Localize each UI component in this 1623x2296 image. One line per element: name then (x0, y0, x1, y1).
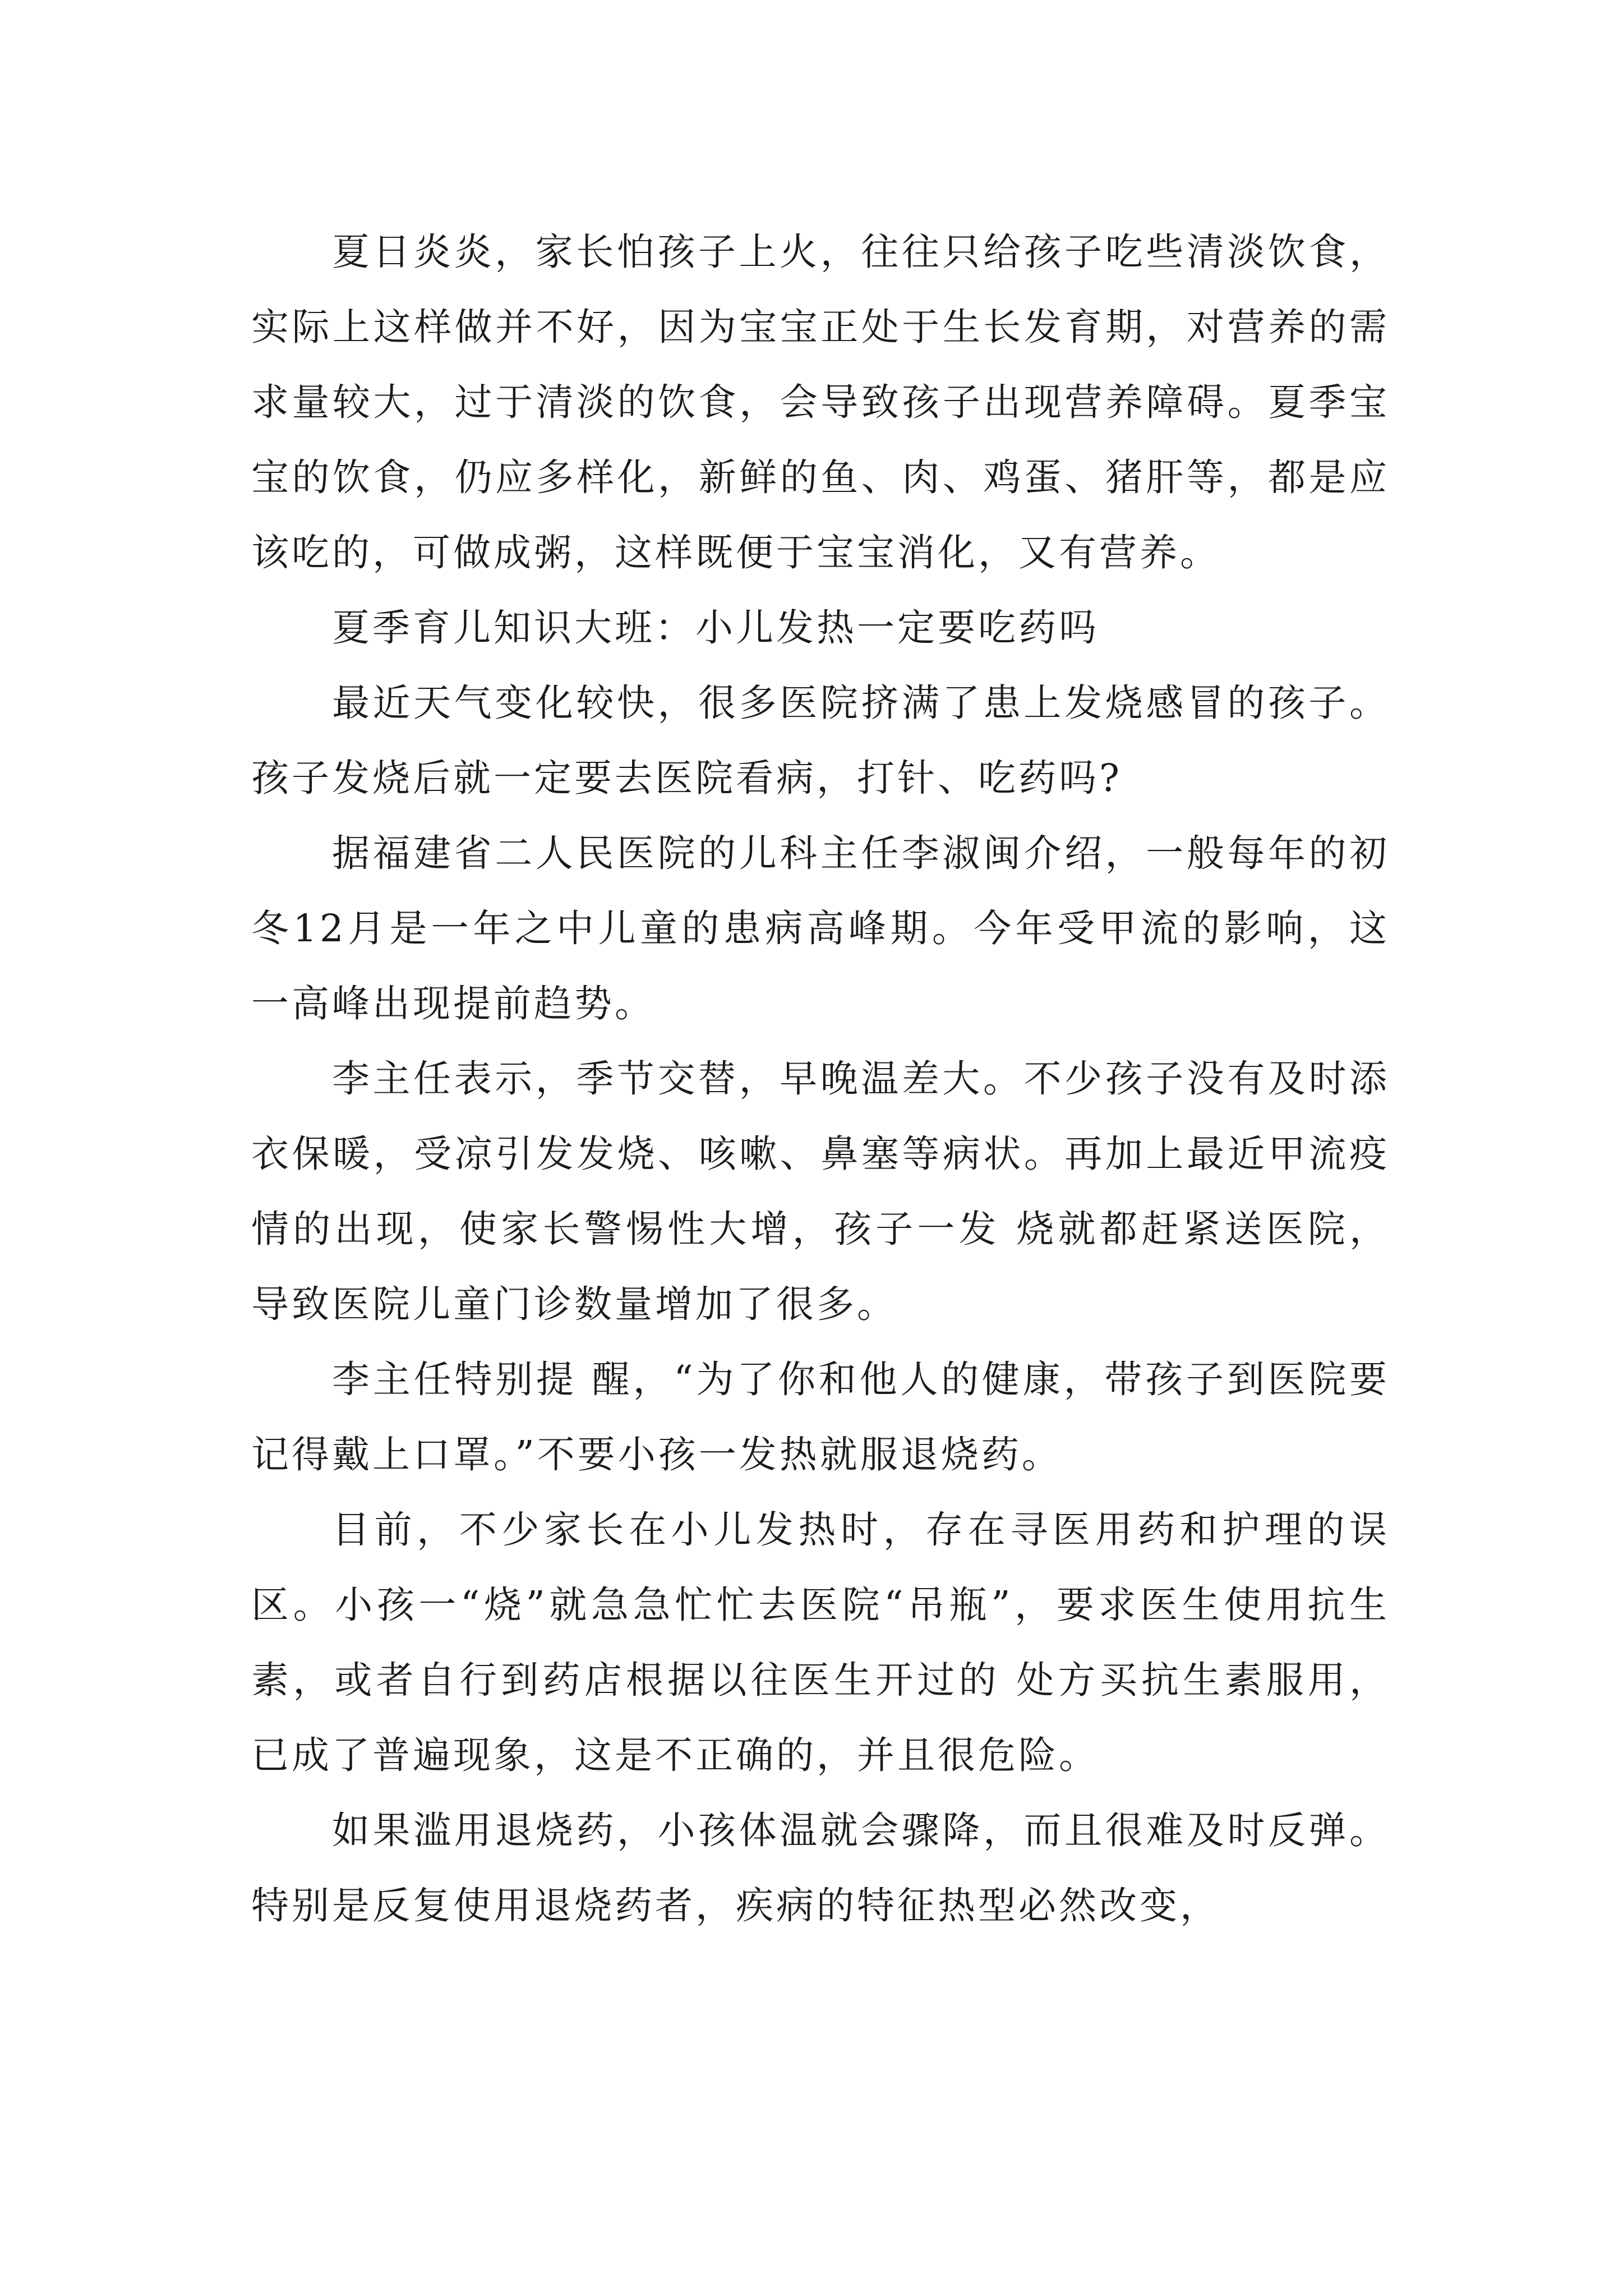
paragraph-misconceptions: 目前，不少家长在小儿发热时，存在寻医用药和护理的误区。小孩一“烧”就急急忙忙去医院“吊瓶”，要求医生使用抗生素，或者自行到药店根据以往医生开过的 处方买抗生素服用，已成了普遍现象，这是不正确的，并且很危险。 (251, 1508, 1390, 1777)
paragraph-fever-intro: 最近天气变化较快，很多医院挤满了患上发烧感冒的孩子。孩子发烧后就一定要去医院看病，打针、吃药吗? (251, 681, 1390, 800)
paragraph-mask-reminder: 李主任特别提 醒，“为了你和他人的健康，带孩子到医院要记得戴上口罩。”不要小孩一发热就服退烧药。 (251, 1358, 1390, 1476)
paragraph-season-change: 李主任表示，季节交替，早晚温差大。不少孩子没有及时添衣保暖，受凉引发发烧、咳嗽、鼻塞等病状。再加上最近甲流疫情的出现，使家长警惕性大增，孩子一发 烧就都赶紧送医院，导致医院儿童门诊数量增加了很多。 (251, 1057, 1390, 1326)
paragraph-summer-diet: 夏日炎炎，家长怕孩子上火，往往只给孩子吃些清淡饮食，实际上这样做并不好，因为宝宝正处于生长发育期，对营养的需求量较大，过于清淡的饮食，会导致孩子出现营养障碍。夏季宝宝的饮食，仍应多样化，新鲜的鱼、肉、鸡蛋、猪肝等，都是应该吃的，可做成粥，这样既便于宝宝消化，又有营养。 (251, 230, 1390, 574)
section-heading: 夏季育儿知识大班：小儿发热一定要吃药吗 (332, 606, 1099, 650)
paragraph-antipyretic-abuse: 如果滥用退烧药，小孩体温就会骤降，而且很难及时反弹。特别是反复使用退烧药者，疾病的特征热型必然改变， (251, 1809, 1390, 1927)
paragraph-doctor-intro: 据福建省二人民医院的儿科主任李淑闽介绍，一般每年的初冬12月是一年之中儿童的患病高峰期。今年受甲流的影响，这一高峰出现提前趋势。 (251, 831, 1390, 1025)
document-body (251, 214, 1390, 1943)
